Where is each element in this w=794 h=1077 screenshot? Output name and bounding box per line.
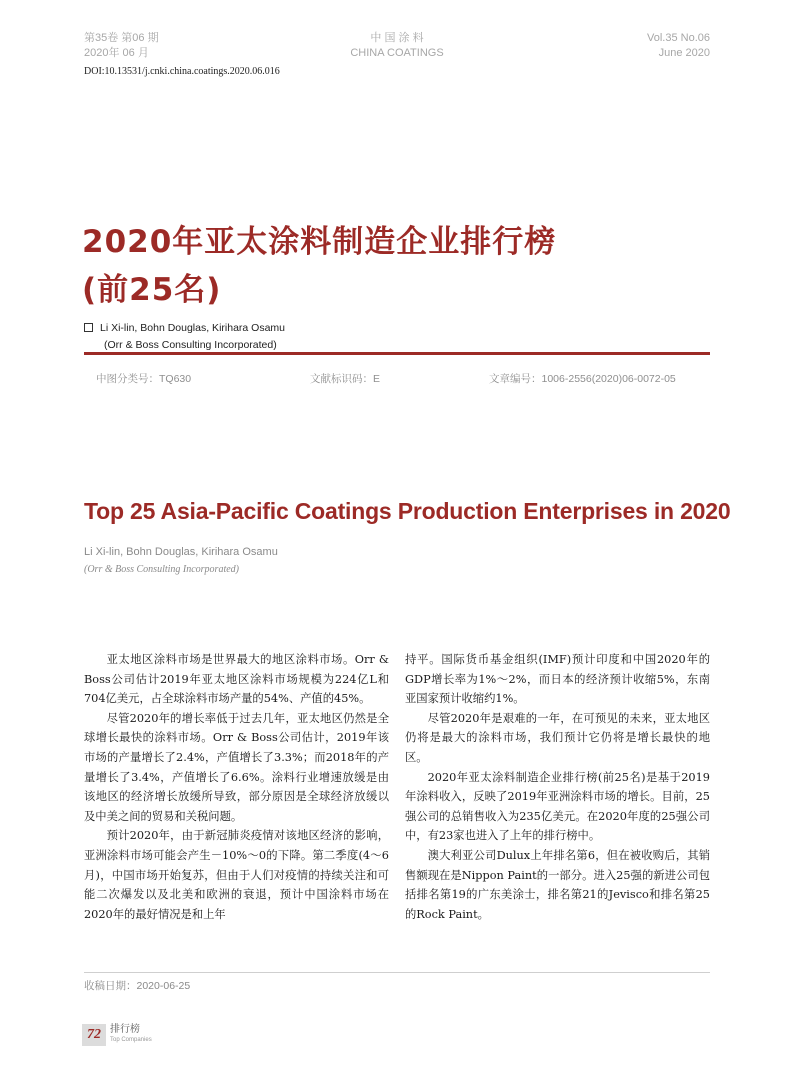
issue-date-cn: 2020年 06 月: [84, 47, 149, 59]
paragraph: 尽管2020年的增长率低于过去几年，亚太地区仍然是全球增长最快的涂料市场。Orr & Boss公司估计，2019年该市场的产量增长了2.4%，产值增长了3.3%；而2018年的产量增长了3.4%，产值增长了6.6%。涂料行业增速放缓是由该地区的经济增长放缓所导致，部分原因是全球经济放缓以及中美之间的贸易和关税问题。: [84, 711, 389, 823]
section-label-en: Top Companies: [110, 1037, 152, 1043]
authors-cn: Li Xi-lin, Bohn Douglas, Kirihara Osamu: [100, 322, 286, 334]
doi: DOI:10.13531/j.cnki.china.coatings.2020.06.016: [84, 66, 280, 77]
body-column-left: [84, 650, 389, 924]
title-cn-line-1: 2020年亚太涂料制造企业排行榜: [82, 224, 557, 260]
received-date: 收稿日期：2020-06-25: [84, 980, 191, 992]
volume-issue-cn: 第35卷 第06 期: [84, 32, 159, 44]
volume-issue-en: Vol.35 No.06: [647, 32, 710, 44]
classification-number: 中图分类号：TQ630: [96, 373, 192, 385]
footnote-divider: [84, 972, 710, 973]
page-footer: [82, 1024, 152, 1046]
paragraph: 尽管2020年是艰难的一年，在可预见的未来，亚太地区仍将是最大的涂料市场，我们预计它仍将是增长最快的地区。: [405, 711, 710, 764]
journal-name-en: CHINA COATINGS: [350, 47, 444, 59]
page-number: 72: [82, 1024, 106, 1046]
section-label-cn: 排行榜: [110, 1024, 140, 1035]
paragraph: 2020年亚太涂料制造企业排行榜(前25名)是基于2019年涂料收入，反映了2019年亚洲涂料市场的增长。目前，25强公司的总销售收入为235亿美元。在2020年度的25强公司中，有23家也进入了上年的排行榜中。: [405, 770, 710, 843]
article-title-cn: [82, 218, 722, 314]
article-title-en: Top 25 Asia-Pacific Coatings Production Enterprises in 2020: [84, 498, 731, 524]
title-divider: [84, 352, 710, 355]
journal-name-cn: 中 国 涂 料: [370, 32, 424, 44]
authors-en: Li Xi-lin, Bohn Douglas, Kirihara Osamu: [84, 546, 278, 558]
affiliation-en: (Orr & Boss Consulting Incorporated): [84, 564, 239, 575]
author-block-cn: [84, 320, 285, 354]
paragraph: 澳大利亚公司Dulux上年排名第6，但在被收购后，其销售额现在是Nippon Paint的一部分。进入25强的新进公司包括排名第19的广东美涂士，排名第21的Jevisco和排名第25的Rock Paint。: [405, 848, 710, 921]
paragraph-continuation: 持平。国际货币基金组织(IMF)预计印度和中国2020年的GDP增长率为1%～2%，而日本的经济预计收缩5%，东南亚国家预计收缩约1%。: [405, 653, 710, 706]
article-number: 文章编号：1006-2556(2020)06-0072-05: [489, 373, 676, 385]
issue-date-en: June 2020: [658, 47, 710, 59]
section-label: [110, 1025, 152, 1045]
paragraph: 亚太地区涂料市场是世界最大的地区涂料市场。Orr & Boss公司估计2019年亚太地区涂料市场规模为224亿L和704亿美元，占全球涂料市场产量的54%、产值的45%。: [84, 653, 389, 706]
title-cn-line-2: (前25名): [82, 272, 222, 308]
affiliation-cn: (Orr & Boss Consulting Incorporated): [104, 339, 277, 351]
checkbox-icon: [84, 323, 93, 332]
paragraph: 预计2020年，由于新冠肺炎疫情对该地区经济的影响，亚洲涂料市场可能会产生－10%～0的下降。第二季度(4～6月)，中国市场开始复苏，但由于人们对疫情的持续关注和可能二次爆发以及北美和欧洲的衰退，预计中国涂料市场在2020年的最好情况是和上年: [84, 829, 389, 921]
body-column-right: [405, 650, 710, 924]
document-code: 文献标识码：E: [310, 373, 381, 385]
running-header-right: [647, 31, 710, 61]
